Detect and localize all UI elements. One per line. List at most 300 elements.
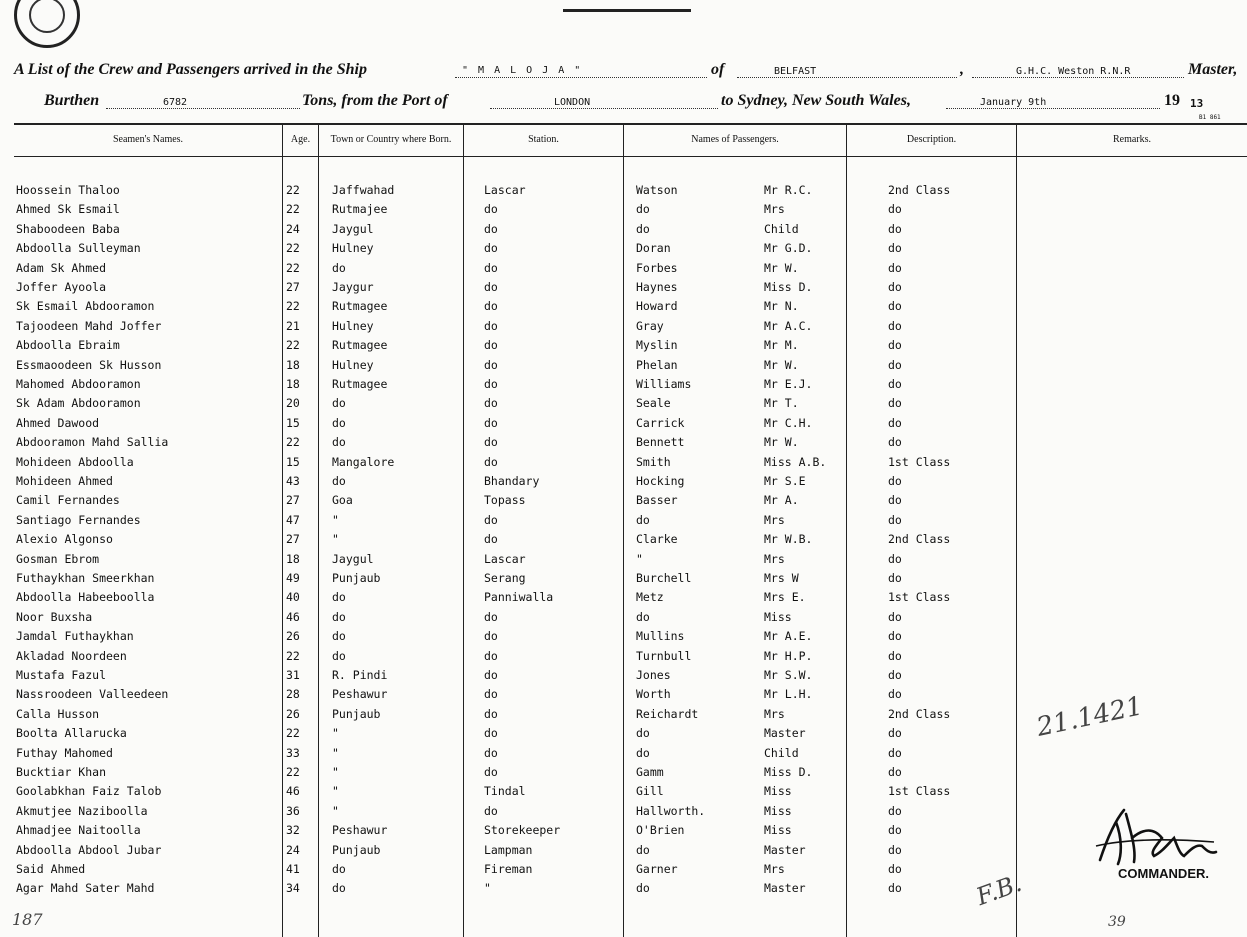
age-value: 47 [286, 512, 300, 527]
seaman-name: Mahomed Abdooramon [16, 377, 141, 391]
seaman-name: Gosman Ebrom [16, 551, 100, 566]
seaman-name: Camil Fernandes [16, 493, 120, 508]
passenger-surname: " [636, 551, 643, 566]
station: do [484, 202, 498, 217]
passenger-surname: O'Brien [636, 823, 685, 838]
age-value: 27 [286, 493, 300, 508]
passenger-surname: Howard [636, 299, 678, 314]
passenger-description: do [888, 474, 902, 488]
master-name: G.H.C. Weston R.N.R [1016, 66, 1131, 77]
passenger-description: do [888, 648, 902, 663]
passenger-title: Mrs E. [764, 590, 806, 605]
birthplace: Jaygul [332, 221, 374, 236]
seaman-name: Ahmed Sk Esmail [16, 202, 120, 217]
seaman-name: Nassroodeen Valleedeen [16, 687, 169, 702]
station: do [484, 357, 498, 372]
passenger-title: Mr E.J. [764, 377, 813, 391]
seaman-name: Adam Sk Ahmed [16, 260, 107, 275]
station: do [484, 435, 498, 450]
station: do [484, 609, 498, 624]
passenger-title: Miss A.B. [764, 454, 827, 469]
col-header-remarks: Remarks. [1112, 134, 1152, 145]
passenger-surname: do [636, 842, 650, 857]
arrival-date: January 9th [980, 97, 1047, 108]
port-of-registry: BELFAST [774, 66, 817, 77]
column-divider [1016, 124, 1017, 937]
passenger-title: Mr G.D. [764, 241, 813, 256]
passenger-surname: Worth [636, 687, 671, 702]
station: " [484, 881, 491, 896]
passenger-title: Child [764, 221, 799, 236]
passenger-surname: do [636, 512, 650, 527]
col-header-passengers: Names of Passengers. [691, 134, 779, 145]
col-header-seamen: Seamen's Names. [112, 134, 184, 145]
age-value: 22 [286, 241, 300, 256]
passenger-surname: Williams [636, 377, 692, 391]
passenger-surname: Reichardt [636, 706, 699, 721]
passenger-title: Mrs [764, 202, 785, 217]
birthplace: Punjaub [332, 706, 381, 721]
birthplace: " [332, 532, 339, 547]
remark-number: 21.1421 [1034, 691, 1146, 743]
seaman-name: Futhay Mahomed [16, 745, 113, 760]
passenger-title: Mr H.P. [764, 648, 813, 663]
tons-from-label: Tons, from the Port of [302, 92, 448, 109]
age-value: 49 [286, 571, 300, 585]
birthplace: " [332, 745, 339, 760]
passenger-title: Mr A.E. [764, 629, 813, 644]
age-value: 43 [286, 474, 300, 488]
station: do [484, 415, 498, 430]
burthen-label: Burthen [44, 92, 100, 109]
station: do [484, 280, 498, 294]
seaman-name: Abdoolla Habeeboolla [16, 590, 155, 605]
passenger-surname: Gray [636, 318, 664, 333]
passenger-description: do [888, 396, 902, 411]
station: Lascar [484, 551, 526, 566]
column-divider [463, 124, 464, 937]
passenger-description: do [888, 745, 902, 760]
birthplace: Jaygul [332, 551, 374, 566]
passenger-surname: Mullins [636, 629, 685, 644]
seaman-name: Alexio Algonso [16, 532, 113, 547]
passenger-surname: do [636, 221, 650, 236]
passenger-description: do [888, 357, 902, 372]
passenger-description: do [888, 338, 902, 353]
station: Panniwalla [484, 590, 554, 605]
birthplace: " [332, 726, 339, 741]
seaman-name: Shaboodeen Baba [16, 221, 120, 236]
passenger-description: do [888, 318, 902, 333]
passenger-surname: do [636, 202, 650, 217]
passenger-surname: Turnbull [636, 648, 692, 663]
seaman-name: Futhaykhan Smeerkhan [16, 571, 155, 585]
passenger-title: Mr M. [764, 338, 799, 353]
age-value: 31 [286, 668, 300, 682]
age-value: 21 [286, 318, 300, 333]
passenger-title: Master [764, 726, 806, 741]
col-header-age: Age. [290, 134, 311, 145]
age-value: 46 [286, 609, 300, 624]
passenger-description: do [888, 765, 902, 779]
age-value: 22 [286, 435, 300, 450]
passenger-title: Mr N. [764, 299, 799, 314]
birthplace: do [332, 609, 346, 624]
station: do [484, 726, 498, 741]
age-value: 22 [286, 765, 300, 779]
passenger-surname: Burchell [636, 571, 692, 585]
passenger-description: do [888, 299, 902, 314]
passenger-surname: Watson [636, 183, 678, 197]
passenger-surname: Gamm [636, 765, 664, 779]
birthplace: " [332, 512, 339, 527]
age-value: 34 [286, 881, 300, 896]
passenger-title: Mr S.E [764, 474, 806, 488]
seaman-name: Jamdal Futhaykhan [16, 629, 134, 644]
birthplace: do [332, 396, 346, 411]
passenger-description: do [888, 241, 902, 256]
station: do [484, 706, 498, 721]
passenger-description: do [888, 842, 902, 857]
station: Bhandary [484, 474, 540, 488]
passenger-description: do [888, 415, 902, 430]
station: Tindal [484, 784, 526, 799]
birthplace: Jaygur [332, 280, 374, 294]
birthplace: " [332, 803, 339, 818]
passenger-surname: Clarke [636, 532, 678, 547]
passenger-title: Mrs [764, 551, 785, 566]
passenger-title: Miss [764, 823, 792, 838]
birthplace: do [332, 629, 346, 644]
station: do [484, 648, 498, 663]
passenger-description: do [888, 221, 902, 236]
birthplace: " [332, 784, 339, 799]
passenger-title: Miss D. [764, 280, 813, 294]
station: do [484, 338, 498, 353]
passenger-description: do [888, 609, 902, 624]
header-bottom-rule [14, 156, 1247, 157]
passenger-title: Mr C.H. [764, 415, 813, 430]
column-divider [623, 124, 624, 937]
station: do [484, 629, 498, 644]
passenger-description: do [888, 493, 902, 508]
passenger-surname: Doran [636, 241, 671, 256]
age-value: 22 [286, 202, 300, 217]
age-value: 28 [286, 687, 300, 702]
passenger-title: Mrs [764, 706, 785, 721]
of-label: of [711, 61, 725, 78]
birthplace: Mangalore [332, 454, 395, 469]
seaman-name: Essmaoodeen Sk Husson [16, 357, 162, 372]
seaman-name: Mohideen Abdoolla [16, 454, 134, 469]
seaman-name: Sk Esmail Abdooramon [16, 299, 155, 314]
age-value: 27 [286, 280, 300, 294]
dotted-line [455, 77, 707, 78]
seaman-name: Abdooramon Mahd Sallia [16, 435, 169, 450]
birthplace: R. Pindi [332, 668, 388, 682]
birthplace: Rutmagee [332, 338, 388, 353]
passenger-description: 1st Class [888, 784, 951, 799]
burthen-value: 6782 [163, 97, 188, 108]
passenger-description: 2nd Class [888, 706, 951, 721]
passenger-description: do [888, 202, 902, 217]
seaman-name: Akladad Noordeen [16, 648, 127, 663]
age-value: 24 [286, 221, 300, 236]
station: Lampman [484, 842, 533, 857]
year-suffix: 13 [1190, 97, 1204, 110]
birthplace: Punjaub [332, 842, 381, 857]
station: do [484, 454, 498, 469]
passenger-title: Mrs [764, 862, 785, 876]
birthplace: do [332, 415, 346, 430]
dotted-line [106, 108, 300, 109]
passenger-description: do [888, 551, 902, 566]
passenger-title: Mr W. [764, 260, 799, 275]
passenger-description: do [888, 435, 902, 450]
seaman-name: Tajoodeen Mahd Joffer [16, 318, 162, 333]
dotted-line [737, 77, 957, 78]
passenger-title: Mr W. [764, 357, 799, 372]
passenger-surname: do [636, 609, 650, 624]
passenger-title: Miss [764, 784, 792, 799]
passenger-surname: Myslin [636, 338, 678, 353]
birthplace: Rutmagee [332, 377, 388, 391]
passenger-title: Mrs W [764, 571, 799, 585]
seaman-name: Noor Buxsha [16, 609, 93, 624]
form-code: B1 861 [1199, 114, 1221, 121]
birthplace: do [332, 590, 346, 605]
seaman-name: Goolabkhan Faiz Talob [16, 784, 162, 799]
passenger-surname: Hallworth. [636, 803, 706, 818]
station: do [484, 512, 498, 527]
age-value: 22 [286, 338, 300, 353]
station: do [484, 765, 498, 779]
age-value: 36 [286, 803, 300, 818]
station: do [484, 532, 498, 547]
age-value: 26 [286, 629, 300, 644]
column-divider [282, 124, 283, 937]
master-label: Master, [1188, 61, 1238, 78]
passenger-description: 2nd Class [888, 183, 951, 197]
birthplace: Rutmagee [332, 299, 388, 314]
seaman-name: Said Ahmed [16, 862, 86, 876]
seaman-name: Agar Mahd Sater Mahd [16, 881, 155, 896]
passenger-description: do [888, 726, 902, 741]
passenger-title: Mrs [764, 512, 785, 527]
birthplace: do [332, 474, 346, 488]
year-prefix: 19 [1164, 92, 1180, 109]
age-value: 46 [286, 784, 300, 799]
passenger-description: do [888, 377, 902, 391]
passenger-surname: Seale [636, 396, 671, 411]
anchor-seal-icon [14, 0, 80, 48]
seaman-name: Mohideen Ahmed [16, 474, 113, 488]
birthplace: Peshawur [332, 823, 388, 838]
seaman-name: Boolta Allarucka [16, 726, 127, 741]
station: do [484, 803, 498, 818]
col-header-born: Town or Country where Born. [330, 134, 452, 145]
passenger-surname: Garner [636, 862, 678, 876]
passenger-surname: Haynes [636, 280, 678, 294]
passenger-description: do [888, 803, 902, 818]
birthplace: Jaffwahad [332, 183, 395, 197]
comma: , [960, 61, 964, 78]
passenger-description: 2nd Class [888, 532, 951, 547]
passenger-surname: Smith [636, 454, 671, 469]
passenger-description: 1st Class [888, 590, 951, 605]
page-number: 39 [1108, 914, 1126, 930]
seaman-name: Abdoolla Abdool Jubar [16, 842, 162, 857]
age-value: 22 [286, 260, 300, 275]
col-header-description: Description. [906, 134, 957, 145]
passenger-title: Mr R.C. [764, 183, 813, 197]
initials-annotation: F.B. [972, 869, 1026, 911]
passenger-description: do [888, 823, 902, 838]
table-top-rule [14, 123, 1247, 125]
passenger-surname: Carrick [636, 415, 685, 430]
birthplace: do [332, 881, 346, 896]
seaman-name: Santiago Fernandes [16, 512, 141, 527]
station: do [484, 687, 498, 702]
passenger-title: Child [764, 745, 799, 760]
age-value: 24 [286, 842, 300, 857]
station: Topass [484, 493, 526, 508]
birthplace: do [332, 648, 346, 663]
birthplace: do [332, 260, 346, 275]
age-value: 41 [286, 862, 300, 876]
age-value: 26 [286, 706, 300, 721]
seaman-name: Abdoolla Ebraim [16, 338, 120, 353]
passenger-title: Miss D. [764, 765, 813, 779]
passenger-title: Miss [764, 609, 792, 624]
passenger-title: Master [764, 881, 806, 896]
birthplace: Peshawur [332, 687, 388, 702]
age-value: 22 [286, 299, 300, 314]
station: do [484, 377, 498, 391]
station: do [484, 745, 498, 760]
birthplace: " [332, 765, 339, 779]
passenger-title: Mr S.W. [764, 668, 813, 682]
seaman-name: Abdoolla Sulleyman [16, 241, 141, 256]
seaman-name: Bucktiar Khan [16, 765, 107, 779]
passenger-description: 1st Class [888, 454, 951, 469]
station: do [484, 396, 498, 411]
seaman-name: Hoossein Thaloo [16, 183, 120, 197]
age-value: 22 [286, 726, 300, 741]
age-value: 15 [286, 415, 300, 430]
station: do [484, 668, 498, 682]
seaman-name: Joffer Ayoola [16, 280, 107, 294]
col-header-station: Station. [528, 134, 559, 145]
seaman-name: Sk Adam Abdooramon [16, 396, 141, 411]
passenger-description: do [888, 280, 902, 294]
column-divider [846, 124, 847, 937]
age-value: 32 [286, 823, 300, 838]
birthplace: Hulney [332, 318, 374, 333]
passenger-title: Mr W. [764, 435, 799, 450]
age-value: 33 [286, 745, 300, 760]
station: do [484, 241, 498, 256]
birthplace: Punjaub [332, 571, 381, 585]
passenger-surname: do [636, 881, 650, 896]
commander-label: COMMANDER. [1118, 866, 1209, 881]
passenger-surname: Basser [636, 493, 678, 508]
destination-label: to Sydney, New South Wales, [721, 92, 911, 109]
dotted-line [972, 77, 1184, 78]
passenger-surname: do [636, 745, 650, 760]
age-value: 20 [286, 396, 300, 411]
birthplace: Rutmajee [332, 202, 388, 217]
passenger-title: Mr L.H. [764, 687, 813, 702]
station: Storekeeper [484, 823, 561, 838]
station: do [484, 221, 498, 236]
seaman-name: Mustafa Fazul [16, 668, 107, 682]
passenger-description: do [888, 629, 902, 644]
top-divider [563, 9, 691, 12]
list-title: A List of the Crew and Passengers arrived in the Ship [14, 61, 367, 78]
passenger-surname: do [636, 726, 650, 741]
birthplace: do [332, 862, 346, 876]
passenger-description: do [888, 687, 902, 702]
age-value: 22 [286, 183, 300, 197]
birthplace: Hulney [332, 357, 374, 372]
dotted-line [490, 108, 718, 109]
station: do [484, 299, 498, 314]
passenger-title: Mr A. [764, 493, 799, 508]
age-value: 22 [286, 648, 300, 663]
seaman-name: Ahmadjee Naitoolla [16, 823, 141, 838]
passenger-description: do [888, 668, 902, 682]
passenger-description: do [888, 881, 902, 896]
passenger-description: do [888, 571, 902, 585]
passenger-description: do [888, 260, 902, 275]
margin-number: 187 [12, 910, 43, 929]
age-value: 18 [286, 551, 300, 566]
age-value: 18 [286, 357, 300, 372]
commander-signature [1092, 798, 1224, 872]
passenger-title: Miss [764, 803, 792, 818]
passenger-title: Master [764, 842, 806, 857]
passenger-surname: Jones [636, 668, 671, 682]
age-value: 15 [286, 454, 300, 469]
station: Fireman [484, 862, 533, 876]
passenger-surname: Hocking [636, 474, 685, 488]
passenger-surname: Forbes [636, 260, 678, 275]
passenger-title: Mr W.B. [764, 532, 813, 547]
passenger-surname: Phelan [636, 357, 678, 372]
passenger-title: Mr A.C. [764, 318, 813, 333]
birthplace: Goa [332, 493, 353, 508]
passenger-description: do [888, 512, 902, 527]
seaman-name: Calla Husson [16, 706, 100, 721]
station: Serang [484, 571, 526, 585]
from-port: LONDON [554, 97, 591, 108]
birthplace: do [332, 435, 346, 450]
birthplace: Hulney [332, 241, 374, 256]
station: Lascar [484, 183, 526, 197]
passenger-description: do [888, 862, 902, 876]
passenger-surname: Gill [636, 784, 664, 799]
station: do [484, 318, 498, 333]
station: do [484, 260, 498, 275]
passenger-title: Mr T. [764, 396, 799, 411]
dotted-line [946, 108, 1160, 109]
ship-name: " M A L O J A " [462, 65, 583, 76]
age-value: 40 [286, 590, 300, 605]
age-value: 27 [286, 532, 300, 547]
seaman-name: Ahmed Dawood [16, 415, 100, 430]
seaman-name: Akmutjee Naziboolla [16, 803, 148, 818]
